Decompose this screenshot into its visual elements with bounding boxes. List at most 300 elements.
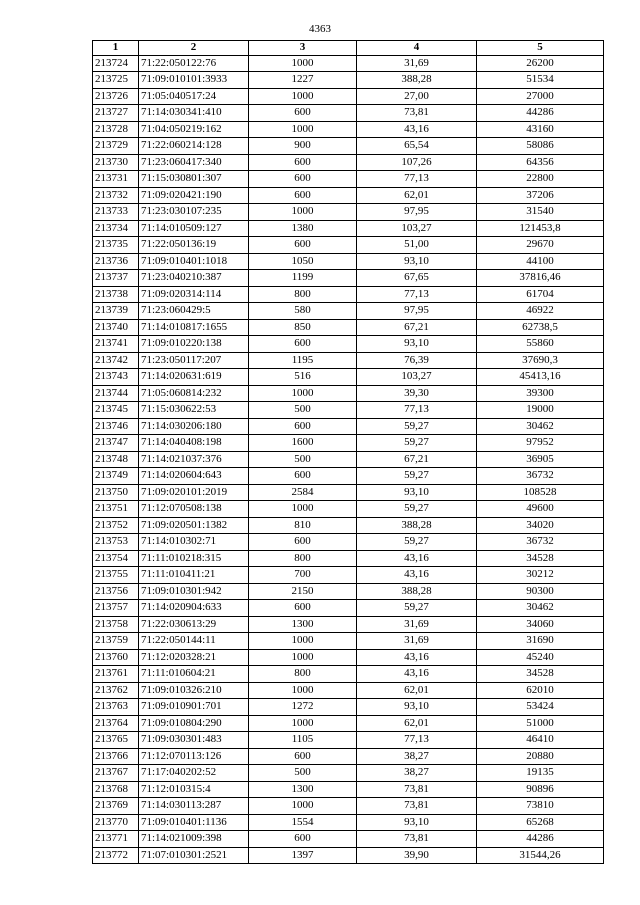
area-value: 700 [249, 567, 357, 584]
area-value: 1380 [249, 220, 357, 237]
area-value: 850 [249, 319, 357, 336]
area-value: 1554 [249, 814, 357, 831]
area-value: 500 [249, 402, 357, 419]
cost-value: 37816,46 [477, 270, 604, 287]
area-value: 1000 [249, 385, 357, 402]
page-number: 4363 [309, 23, 331, 35]
table-row [93, 550, 604, 567]
area-value: 1000 [249, 798, 357, 815]
row-number: 213762 [93, 682, 139, 699]
rate-value: 67,65 [357, 270, 477, 287]
row-number: 213765 [93, 732, 139, 749]
rate-value: 38,27 [357, 748, 477, 765]
rate-value: 103,27 [357, 220, 477, 237]
table-row [93, 385, 604, 402]
column-header: 5 [477, 41, 604, 56]
rate-value: 59,27 [357, 501, 477, 518]
row-number: 213737 [93, 270, 139, 287]
table-row [93, 732, 604, 749]
area-value: 1000 [249, 649, 357, 666]
cadastral-number: 71:12:020328:21 [139, 649, 249, 666]
table-row [93, 418, 604, 435]
row-number: 213758 [93, 616, 139, 633]
cadastral-number: 71:11:010604:21 [139, 666, 249, 683]
cost-value: 31544,26 [477, 847, 604, 864]
area-value: 1050 [249, 253, 357, 270]
cost-value: 39300 [477, 385, 604, 402]
cost-value: 27000 [477, 88, 604, 105]
area-value: 600 [249, 336, 357, 353]
table-header-row [93, 41, 604, 56]
cadastral-number: 71:11:010218:315 [139, 550, 249, 567]
cadastral-number: 71:17:040202:52 [139, 765, 249, 782]
area-value: 1300 [249, 616, 357, 633]
table-row [93, 583, 604, 600]
cost-value: 36732 [477, 468, 604, 485]
rate-value: 59,27 [357, 468, 477, 485]
cadastral-number: 71:22:050136:19 [139, 237, 249, 254]
rate-value: 77,13 [357, 286, 477, 303]
row-number: 213767 [93, 765, 139, 782]
table-row [93, 171, 604, 188]
cadastral-number: 71:14:020904:633 [139, 600, 249, 617]
table-row [93, 699, 604, 716]
cadastral-number: 71:14:021009:398 [139, 831, 249, 848]
cost-value: 30212 [477, 567, 604, 584]
cadastral-number: 71:05:040517:24 [139, 88, 249, 105]
area-value: 1000 [249, 204, 357, 221]
rate-value: 73,81 [357, 781, 477, 798]
rate-value: 59,27 [357, 418, 477, 435]
table-row [93, 798, 604, 815]
row-number: 213772 [93, 847, 139, 864]
table-row [93, 270, 604, 287]
cadastral-number: 71:09:010401:1136 [139, 814, 249, 831]
table-row [93, 88, 604, 105]
rate-value: 73,81 [357, 831, 477, 848]
area-value: 600 [249, 154, 357, 171]
land-registry-table [92, 40, 604, 864]
row-number: 213756 [93, 583, 139, 600]
row-number: 213729 [93, 138, 139, 155]
rate-value: 67,21 [357, 451, 477, 468]
cost-value: 62738,5 [477, 319, 604, 336]
table-row [93, 715, 604, 732]
row-number: 213766 [93, 748, 139, 765]
cost-value: 46922 [477, 303, 604, 320]
table-row [93, 204, 604, 221]
cost-value: 26200 [477, 55, 604, 72]
cost-value: 20880 [477, 748, 604, 765]
cost-value: 45413,16 [477, 369, 604, 386]
cadastral-number: 71:09:030301:483 [139, 732, 249, 749]
table-row [93, 336, 604, 353]
cost-value: 108528 [477, 484, 604, 501]
cost-value: 73810 [477, 798, 604, 815]
cadastral-number: 71:09:010326:210 [139, 682, 249, 699]
table-row [93, 501, 604, 518]
area-value: 2150 [249, 583, 357, 600]
row-number: 213745 [93, 402, 139, 419]
cost-value: 34528 [477, 550, 604, 567]
table-row [93, 220, 604, 237]
cost-value: 30462 [477, 418, 604, 435]
row-number: 213743 [93, 369, 139, 386]
cadastral-number: 71:09:010901:701 [139, 699, 249, 716]
rate-value: 43,16 [357, 550, 477, 567]
cadastral-number: 71:14:030341:410 [139, 105, 249, 122]
rate-value: 59,27 [357, 600, 477, 617]
table-row [93, 319, 604, 336]
cadastral-number: 71:09:020421:190 [139, 187, 249, 204]
area-value: 600 [249, 418, 357, 435]
row-number: 213761 [93, 666, 139, 683]
cadastral-number: 71:09:010301:942 [139, 583, 249, 600]
cost-value: 22800 [477, 171, 604, 188]
area-value: 2584 [249, 484, 357, 501]
table-row [93, 352, 604, 369]
cost-value: 44100 [477, 253, 604, 270]
area-value: 1227 [249, 72, 357, 89]
table-row [93, 402, 604, 419]
area-value: 1195 [249, 352, 357, 369]
table-row [93, 517, 604, 534]
cadastral-number: 71:23:040210:387 [139, 270, 249, 287]
area-value: 500 [249, 451, 357, 468]
table-row [93, 138, 604, 155]
area-value: 516 [249, 369, 357, 386]
cadastral-number: 71:09:010220:138 [139, 336, 249, 353]
table-row [93, 847, 604, 864]
table-row [93, 534, 604, 551]
cadastral-number: 71:09:010804:290 [139, 715, 249, 732]
cost-value: 64356 [477, 154, 604, 171]
row-number: 213752 [93, 517, 139, 534]
cost-value: 45240 [477, 649, 604, 666]
row-number: 213732 [93, 187, 139, 204]
row-number: 213747 [93, 435, 139, 452]
rate-value: 107,26 [357, 154, 477, 171]
rate-value: 388,28 [357, 72, 477, 89]
rate-value: 39,30 [357, 385, 477, 402]
cost-value: 46410 [477, 732, 604, 749]
table-row [93, 187, 604, 204]
area-value: 800 [249, 286, 357, 303]
rate-value: 43,16 [357, 567, 477, 584]
rate-value: 73,81 [357, 798, 477, 815]
rate-value: 51,00 [357, 237, 477, 254]
cost-value: 62010 [477, 682, 604, 699]
cadastral-number: 71:22:030613:29 [139, 616, 249, 633]
cadastral-number: 71:14:020631:619 [139, 369, 249, 386]
rate-value: 31,69 [357, 633, 477, 650]
row-number: 213742 [93, 352, 139, 369]
cadastral-number: 71:15:030622:53 [139, 402, 249, 419]
cadastral-number: 71:14:040408:198 [139, 435, 249, 452]
cadastral-number: 71:14:030113:287 [139, 798, 249, 815]
area-value: 600 [249, 468, 357, 485]
rate-value: 76,39 [357, 352, 477, 369]
table-row [93, 55, 604, 72]
area-value: 900 [249, 138, 357, 155]
table-row [93, 303, 604, 320]
rate-value: 93,10 [357, 484, 477, 501]
column-header: 1 [93, 41, 139, 56]
rate-value: 93,10 [357, 699, 477, 716]
cadastral-number: 71:14:020604:643 [139, 468, 249, 485]
cadastral-number: 71:12:070113:126 [139, 748, 249, 765]
cadastral-number: 71:14:021037:376 [139, 451, 249, 468]
row-number: 213725 [93, 72, 139, 89]
row-number: 213750 [93, 484, 139, 501]
rate-value: 59,27 [357, 534, 477, 551]
cost-value: 65268 [477, 814, 604, 831]
rate-value: 43,16 [357, 121, 477, 138]
table-row [93, 154, 604, 171]
area-value: 600 [249, 534, 357, 551]
rate-value: 62,01 [357, 682, 477, 699]
cadastral-number: 71:23:030107:235 [139, 204, 249, 221]
cadastral-number: 71:14:010302:71 [139, 534, 249, 551]
cost-value: 19000 [477, 402, 604, 419]
area-value: 1000 [249, 121, 357, 138]
cost-value: 34528 [477, 666, 604, 683]
table-body [93, 55, 604, 864]
row-number: 213746 [93, 418, 139, 435]
rate-value: 97,95 [357, 204, 477, 221]
row-number: 213731 [93, 171, 139, 188]
cadastral-number: 71:09:010401:1018 [139, 253, 249, 270]
row-number: 213744 [93, 385, 139, 402]
cadastral-number: 71:22:050122:76 [139, 55, 249, 72]
row-number: 213730 [93, 154, 139, 171]
area-value: 800 [249, 666, 357, 683]
row-number: 213764 [93, 715, 139, 732]
row-number: 213759 [93, 633, 139, 650]
row-number: 213757 [93, 600, 139, 617]
rate-value: 39,90 [357, 847, 477, 864]
area-value: 600 [249, 187, 357, 204]
cadastral-number: 71:12:070508:138 [139, 501, 249, 518]
table-row [93, 781, 604, 798]
rate-value: 62,01 [357, 715, 477, 732]
cadastral-number: 71:09:010101:3933 [139, 72, 249, 89]
rate-value: 73,81 [357, 105, 477, 122]
area-value: 1000 [249, 55, 357, 72]
rate-value: 43,16 [357, 666, 477, 683]
row-number: 213768 [93, 781, 139, 798]
row-number: 213726 [93, 88, 139, 105]
area-value: 810 [249, 517, 357, 534]
area-value: 580 [249, 303, 357, 320]
row-number: 213760 [93, 649, 139, 666]
rate-value: 388,28 [357, 517, 477, 534]
cost-value: 90896 [477, 781, 604, 798]
cost-value: 34020 [477, 517, 604, 534]
rate-value: 67,21 [357, 319, 477, 336]
table-row [93, 649, 604, 666]
row-number: 213728 [93, 121, 139, 138]
row-number: 213754 [93, 550, 139, 567]
column-header: 4 [357, 41, 477, 56]
rate-value: 103,27 [357, 369, 477, 386]
cost-value: 61704 [477, 286, 604, 303]
cadastral-number: 71:22:050144:11 [139, 633, 249, 650]
cadastral-number: 71:12:010315:4 [139, 781, 249, 798]
cost-value: 44286 [477, 105, 604, 122]
rate-value: 97,95 [357, 303, 477, 320]
cost-value: 121453,8 [477, 220, 604, 237]
rate-value: 93,10 [357, 814, 477, 831]
row-number: 213733 [93, 204, 139, 221]
cost-value: 53424 [477, 699, 604, 716]
cadastral-number: 71:09:020101:2019 [139, 484, 249, 501]
cost-value: 29670 [477, 237, 604, 254]
row-number: 213763 [93, 699, 139, 716]
column-header: 2 [139, 41, 249, 56]
cost-value: 58086 [477, 138, 604, 155]
cadastral-number: 71:23:060429:5 [139, 303, 249, 320]
cadastral-number: 71:15:030801:307 [139, 171, 249, 188]
rate-value: 31,69 [357, 55, 477, 72]
row-number: 213734 [93, 220, 139, 237]
table-row [93, 600, 604, 617]
rate-value: 93,10 [357, 253, 477, 270]
table-row [93, 567, 604, 584]
column-header: 3 [249, 41, 357, 56]
cost-value: 44286 [477, 831, 604, 848]
table-row [93, 72, 604, 89]
table-row [93, 682, 604, 699]
cost-value: 36905 [477, 451, 604, 468]
cadastral-number: 71:22:060214:128 [139, 138, 249, 155]
table-row [93, 451, 604, 468]
cost-value: 49600 [477, 501, 604, 518]
row-number: 213739 [93, 303, 139, 320]
cadastral-number: 71:23:060417:340 [139, 154, 249, 171]
rate-value: 93,10 [357, 336, 477, 353]
rate-value: 31,69 [357, 616, 477, 633]
area-value: 600 [249, 171, 357, 188]
row-number: 213735 [93, 237, 139, 254]
cadastral-number: 71:14:010817:1655 [139, 319, 249, 336]
table-row [93, 616, 604, 633]
row-number: 213736 [93, 253, 139, 270]
rate-value: 65,54 [357, 138, 477, 155]
area-value: 600 [249, 105, 357, 122]
row-number: 213738 [93, 286, 139, 303]
row-number: 213771 [93, 831, 139, 848]
cadastral-number: 71:11:010411:21 [139, 567, 249, 584]
rate-value: 38,27 [357, 765, 477, 782]
cost-value: 55860 [477, 336, 604, 353]
table-row [93, 814, 604, 831]
area-value: 1000 [249, 88, 357, 105]
area-value: 1272 [249, 699, 357, 716]
cost-value: 90300 [477, 583, 604, 600]
area-value: 1199 [249, 270, 357, 287]
row-number: 213751 [93, 501, 139, 518]
cadastral-number: 71:07:010301:2521 [139, 847, 249, 864]
area-value: 600 [249, 748, 357, 765]
rate-value: 77,13 [357, 171, 477, 188]
table-row [93, 831, 604, 848]
cadastral-number: 71:04:050219:162 [139, 121, 249, 138]
cost-value: 51534 [477, 72, 604, 89]
cost-value: 19135 [477, 765, 604, 782]
area-value: 1000 [249, 682, 357, 699]
table-row [93, 748, 604, 765]
table-row [93, 121, 604, 138]
cadastral-number: 71:14:030206:180 [139, 418, 249, 435]
table-row [93, 105, 604, 122]
table-row [93, 253, 604, 270]
cost-value: 37690,3 [477, 352, 604, 369]
table-row [93, 484, 604, 501]
row-number: 213740 [93, 319, 139, 336]
cost-value: 31690 [477, 633, 604, 650]
cadastral-number: 71:23:050117:207 [139, 352, 249, 369]
cost-value: 36732 [477, 534, 604, 551]
row-number: 213749 [93, 468, 139, 485]
row-number: 213755 [93, 567, 139, 584]
table-row [93, 666, 604, 683]
cost-value: 34060 [477, 616, 604, 633]
table-row [93, 369, 604, 386]
area-value: 1000 [249, 501, 357, 518]
table-row [93, 237, 604, 254]
cost-value: 97952 [477, 435, 604, 452]
area-value: 1000 [249, 715, 357, 732]
area-value: 1000 [249, 633, 357, 650]
rate-value: 43,16 [357, 649, 477, 666]
area-value: 600 [249, 831, 357, 848]
area-value: 1105 [249, 732, 357, 749]
cost-value: 31540 [477, 204, 604, 221]
table-row [93, 765, 604, 782]
area-value: 1397 [249, 847, 357, 864]
area-value: 1600 [249, 435, 357, 452]
rate-value: 77,13 [357, 402, 477, 419]
rate-value: 62,01 [357, 187, 477, 204]
row-number: 213727 [93, 105, 139, 122]
table-row [93, 435, 604, 452]
cost-value: 30462 [477, 600, 604, 617]
area-value: 1300 [249, 781, 357, 798]
area-value: 800 [249, 550, 357, 567]
area-value: 600 [249, 600, 357, 617]
row-number: 213741 [93, 336, 139, 353]
rate-value: 27,00 [357, 88, 477, 105]
row-number: 213748 [93, 451, 139, 468]
table-row [93, 286, 604, 303]
table-row [93, 468, 604, 485]
cadastral-number: 71:09:020314:114 [139, 286, 249, 303]
cadastral-number: 71:14:010509:127 [139, 220, 249, 237]
area-value: 500 [249, 765, 357, 782]
row-number: 213724 [93, 55, 139, 72]
cost-value: 43160 [477, 121, 604, 138]
cadastral-number: 71:09:020501:1382 [139, 517, 249, 534]
row-number: 213769 [93, 798, 139, 815]
table-row [93, 633, 604, 650]
cost-value: 37206 [477, 187, 604, 204]
area-value: 600 [249, 237, 357, 254]
rate-value: 388,28 [357, 583, 477, 600]
rate-value: 59,27 [357, 435, 477, 452]
rate-value: 77,13 [357, 732, 477, 749]
cost-value: 51000 [477, 715, 604, 732]
